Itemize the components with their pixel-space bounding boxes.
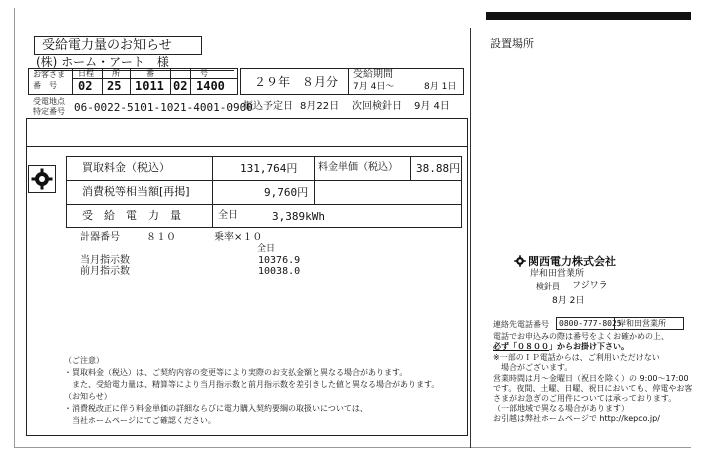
website-note: お引越は弊社ホームページで http://kepco.jp/ xyxy=(493,414,660,423)
contact-office: 岸和田営業所 xyxy=(618,319,666,328)
period-from: 7月 4日～ xyxy=(353,82,395,92)
customer-number-main: 1011 xyxy=(135,79,164,93)
customer-number-office: 25 xyxy=(107,79,122,93)
meter-number: ８１０ xyxy=(146,232,176,243)
customer-number-day: 02 xyxy=(78,79,93,93)
next-meter-date: 9月 4日 xyxy=(414,101,450,112)
kwh-amount: 3,389kWh xyxy=(272,210,325,223)
inspector-name: フジワラ xyxy=(572,281,608,291)
header-bar xyxy=(486,12,691,20)
company-name: 関西電力株式会社 xyxy=(528,255,616,268)
meter-multiplier: 乗率×１０ xyxy=(214,232,263,243)
page-title: 受給電力量のお知らせ xyxy=(42,38,172,53)
last-month-reading: 10038.0 xyxy=(258,266,301,277)
period-to: 8月 1日 xyxy=(424,82,457,92)
billing-month: ２９年 ８月分 xyxy=(254,75,339,89)
reading-date: 8月 2日 xyxy=(552,296,585,306)
tax-amount: 9,760円 xyxy=(264,186,309,199)
customer-number-sub: 02 xyxy=(173,79,188,93)
purchase-amount: 131,764円 xyxy=(240,162,298,175)
this-month-reading: 10376.9 xyxy=(258,255,301,266)
installation-location-label: 設置場所 xyxy=(490,37,534,50)
supply-point-number: 06-0022-5101-1021-4001-0900 xyxy=(74,101,253,114)
office-name: 岸和田営業所 xyxy=(530,269,585,279)
customer-name: (株) ホーム・アート 様 xyxy=(36,55,169,69)
kepco-small-logo-icon xyxy=(514,255,526,267)
contact-phone: 0800-777-8025 xyxy=(559,319,622,328)
panel-divider xyxy=(470,28,471,448)
customer-number-last: 1400 xyxy=(196,79,225,93)
transfer-date: 8月22日 xyxy=(300,101,340,112)
unit-price: 38.88円 xyxy=(416,162,461,175)
kepco-logo-icon xyxy=(31,168,53,190)
